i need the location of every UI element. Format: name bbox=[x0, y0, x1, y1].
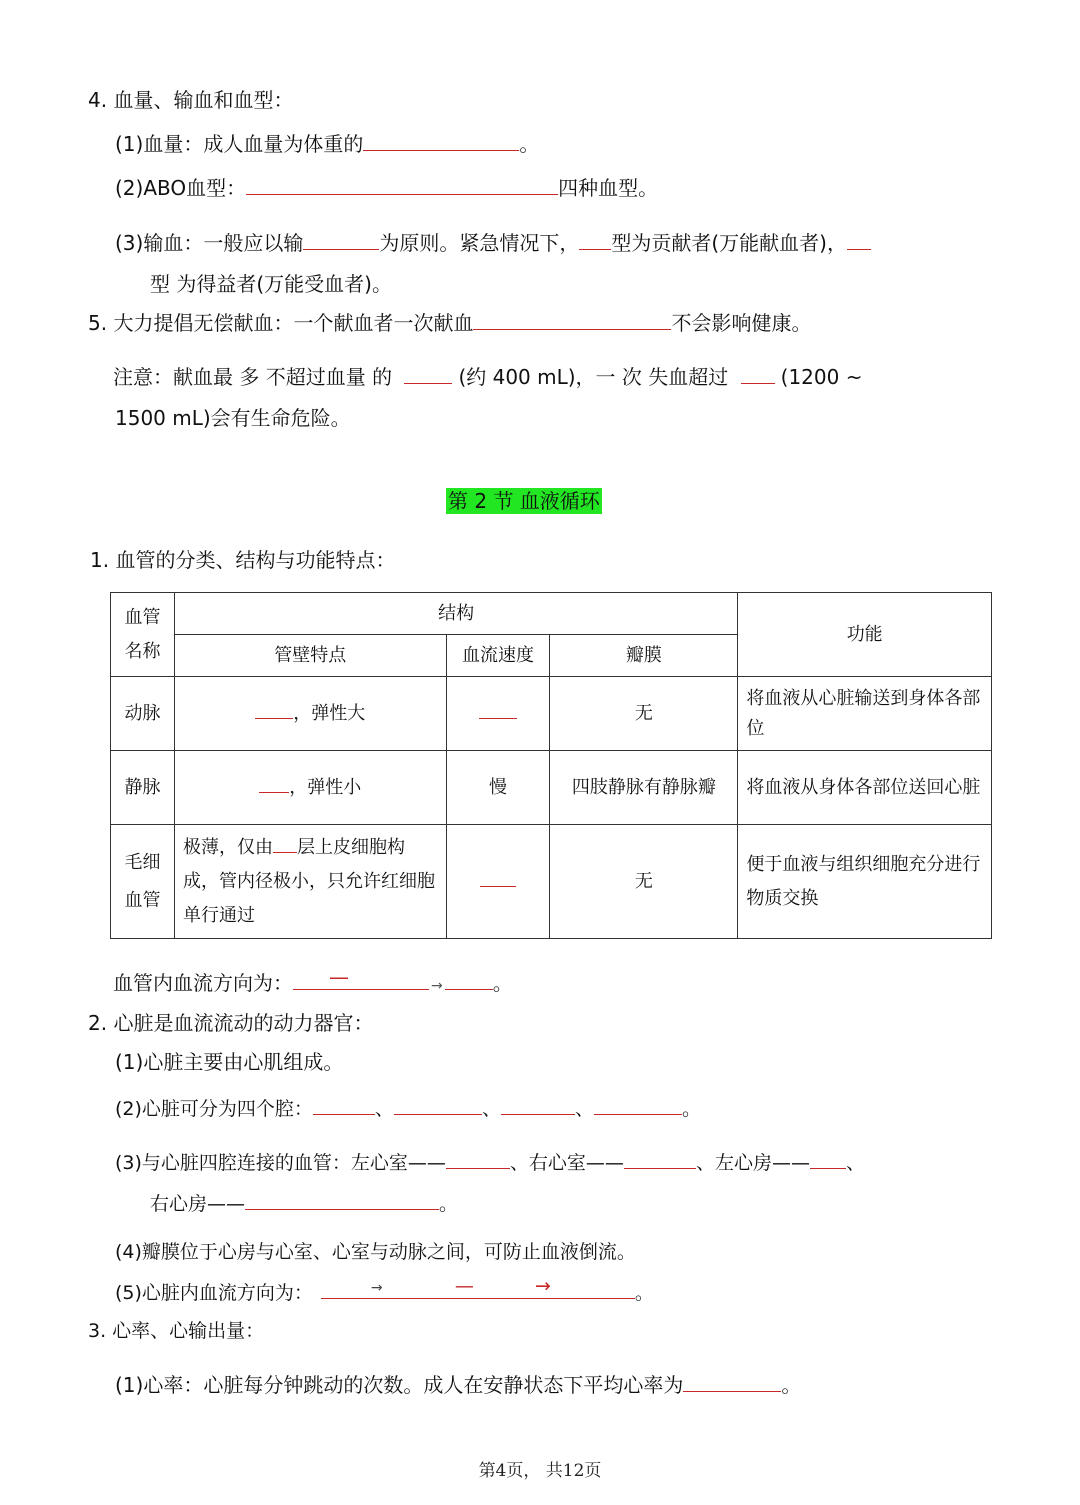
s2-line4: (4)瓣膜位于心房与心室、心室与动脉之间，可防止血液倒流。 bbox=[115, 1241, 636, 1263]
flow-arrow-icon: → bbox=[431, 978, 443, 994]
row-capillary-name: 毛细血管 bbox=[111, 825, 175, 939]
row-capillary-function: 便于血液与组织细胞充分进行物质交换 bbox=[738, 825, 992, 939]
row-artery-wall-text: ，弹性大 bbox=[293, 703, 366, 724]
table-row bbox=[111, 751, 992, 825]
s1-heading: 1. 血管的分类、结构与功能特点： bbox=[90, 548, 396, 572]
q4-heading: 4. 血量、输血和血型： bbox=[88, 88, 294, 112]
row-capillary-valve: 无 bbox=[550, 825, 738, 939]
table-row bbox=[111, 677, 992, 751]
s2-line2-text: (2)心脏可分为四个腔： bbox=[115, 1098, 313, 1120]
header-function: 功能 bbox=[738, 593, 992, 677]
q4-line1-text: (1)血量：成人血量为体重的 bbox=[115, 132, 364, 156]
row-capillary-speed bbox=[446, 825, 550, 939]
header-speed: 血流速度 bbox=[446, 635, 550, 677]
s2-line3-cont bbox=[150, 1189, 458, 1218]
q4-line2 bbox=[115, 174, 658, 202]
s2-line5-text: (5)心脏内血流方向为： bbox=[115, 1282, 313, 1304]
vessel-table bbox=[110, 592, 992, 939]
q4-line3-a: (3)输血：一般应以输 bbox=[115, 231, 304, 255]
s2-line2 bbox=[115, 1094, 701, 1123]
blank-heart-flow[interactable] bbox=[321, 1275, 635, 1299]
row-capillary-wall bbox=[174, 825, 446, 939]
q5-note-b: (约 400 mL)，一 次 失血超过 bbox=[458, 365, 729, 389]
s2-line3-sep: 、 bbox=[845, 1152, 865, 1174]
row-vein-name: 静脉 bbox=[111, 751, 175, 825]
blank-capillary-speed[interactable] bbox=[480, 866, 516, 887]
q4-line1-end: 。 bbox=[519, 132, 540, 156]
s3-heading: 3. 心率、心输出量： bbox=[88, 1320, 265, 1342]
s2-heading: 2. 心脏是血流流动的动力器官： bbox=[88, 1011, 374, 1035]
blank-heart-rate[interactable] bbox=[683, 1371, 781, 1392]
row-artery-wall bbox=[174, 677, 446, 751]
flow-label: 血管内血流方向为： bbox=[113, 971, 293, 995]
blank-universal-donor[interactable] bbox=[579, 229, 611, 250]
blank-abo-types[interactable] bbox=[246, 174, 558, 195]
blank-chamber-2[interactable] bbox=[394, 1094, 482, 1115]
blank-donation-amount[interactable] bbox=[473, 309, 671, 330]
q4-line1 bbox=[115, 130, 539, 158]
q4-line3-cont: 型 为得益者(万能受血者)。 bbox=[150, 272, 392, 296]
s2-line1: (1)心脏主要由心肌组成。 bbox=[115, 1050, 344, 1074]
s3-line1-end: 。 bbox=[781, 1373, 802, 1397]
header-wall: 管壁特点 bbox=[174, 635, 446, 677]
row-vein-wall-text: ，弹性小 bbox=[289, 777, 362, 798]
s2-line2-end: 。 bbox=[681, 1098, 701, 1120]
row-vein-speed: 慢 bbox=[446, 751, 550, 825]
heart-flow-arrow-red-icon: → bbox=[534, 1275, 551, 1297]
q4-line3 bbox=[115, 229, 871, 257]
row-artery-speed bbox=[446, 677, 550, 751]
q5-note-d: 1500 mL)会有生命危险。 bbox=[115, 406, 351, 430]
section-title: 第 2 节 血液循环 bbox=[448, 489, 600, 513]
page-footer: 第4页， 共12页 bbox=[478, 1461, 602, 1481]
s2-line3-a: (3)与心脏四腔连接的血管：左心室—— bbox=[115, 1152, 446, 1174]
header-structure: 结构 bbox=[174, 593, 737, 635]
blank-capillary-layers[interactable] bbox=[273, 832, 297, 853]
flow-end: 。 bbox=[492, 971, 513, 995]
s3-line1-text: (1)心率：心脏每分钟跳动的次数。成人在安静状态下平均心率为 bbox=[115, 1373, 684, 1397]
s2-line5-end: 。 bbox=[634, 1282, 654, 1304]
s2-line3-d: 右心房—— bbox=[150, 1193, 246, 1215]
blank-transfusion-principle[interactable] bbox=[303, 229, 379, 250]
blank-chamber-4[interactable] bbox=[594, 1094, 682, 1115]
blank-right-atrium-vessel[interactable] bbox=[245, 1189, 439, 1210]
row-artery-valve: 无 bbox=[550, 677, 738, 751]
s2-line3-b: 、右心室—— bbox=[509, 1152, 624, 1174]
header-valve: 瓣膜 bbox=[550, 635, 738, 677]
q4-line3-c: 型为贡献者(万能献血者)， bbox=[611, 231, 847, 255]
q5-line bbox=[88, 309, 811, 337]
blank-blood-loss[interactable] bbox=[741, 363, 775, 384]
flow-line bbox=[113, 965, 513, 1000]
heart-flow-arrow-icon: → bbox=[370, 1280, 383, 1296]
blank-vein-wall[interactable] bbox=[259, 772, 289, 793]
row-capillary-wall-a: 极薄，仅由 bbox=[182, 836, 273, 858]
table-row bbox=[111, 825, 992, 939]
s2-sep-1: 、 bbox=[374, 1098, 394, 1120]
blank-artery-wall[interactable] bbox=[255, 698, 293, 719]
q5-note-a: 注意：献血最 多 不超过血量 的 bbox=[113, 365, 393, 389]
row-vein-function: 将血液从身体各部位送回心脏 bbox=[738, 751, 992, 825]
blank-donation-max[interactable] bbox=[404, 363, 452, 384]
row-vein-wall bbox=[174, 751, 446, 825]
blank-blood-volume[interactable] bbox=[363, 130, 519, 151]
blank-right-ventricle-vessel[interactable] bbox=[624, 1148, 696, 1169]
blank-universal-recipient[interactable] bbox=[847, 229, 871, 250]
blank-flow-1[interactable] bbox=[293, 965, 429, 990]
header-vessel-name: 血管名称 bbox=[111, 593, 175, 677]
s2-sep-2: 、 bbox=[481, 1098, 501, 1120]
s2-line3-end: 。 bbox=[439, 1193, 459, 1215]
q4-line2-text: (2)ABO血型： bbox=[115, 176, 247, 200]
q5-note bbox=[113, 363, 862, 391]
blank-left-ventricle-vessel[interactable] bbox=[446, 1148, 510, 1169]
row-capillary-wall-b: 层上皮细胞构成，管内径极小，只允许红细胞单行通过 bbox=[182, 836, 435, 926]
table-header-row bbox=[111, 593, 992, 635]
s2-line3 bbox=[115, 1148, 865, 1177]
flow-dash: — bbox=[329, 965, 349, 989]
row-artery-function: 将血液从心脏输送到身体各部位 bbox=[738, 677, 992, 751]
blank-chamber-3[interactable] bbox=[501, 1094, 575, 1115]
row-artery-name: 动脉 bbox=[111, 677, 175, 751]
q5-tail: 不会影响健康。 bbox=[671, 311, 812, 335]
q4-line3-b: 为原则。紧急情况下， bbox=[379, 231, 580, 255]
s2-line5 bbox=[115, 1275, 654, 1307]
heart-flow-dash: — bbox=[454, 1275, 474, 1297]
blank-artery-speed[interactable] bbox=[479, 698, 517, 719]
q5-text: 5. 大力提倡无偿献血：一个献血者一次献血 bbox=[88, 311, 474, 335]
blank-left-atrium-vessel[interactable] bbox=[810, 1148, 846, 1169]
s2-sep-3: 、 bbox=[574, 1098, 594, 1120]
blank-flow-2[interactable] bbox=[445, 969, 493, 990]
s3-line1 bbox=[115, 1371, 801, 1399]
row-vein-valve: 四肢静脉有静脉瓣 bbox=[550, 751, 738, 825]
q5-note-c: (1200 ~ bbox=[780, 365, 863, 389]
q4-line2-tail: 四种血型。 bbox=[558, 176, 659, 200]
s2-line3-c: 、左心房—— bbox=[695, 1152, 810, 1174]
blank-chamber-1[interactable] bbox=[313, 1094, 375, 1115]
